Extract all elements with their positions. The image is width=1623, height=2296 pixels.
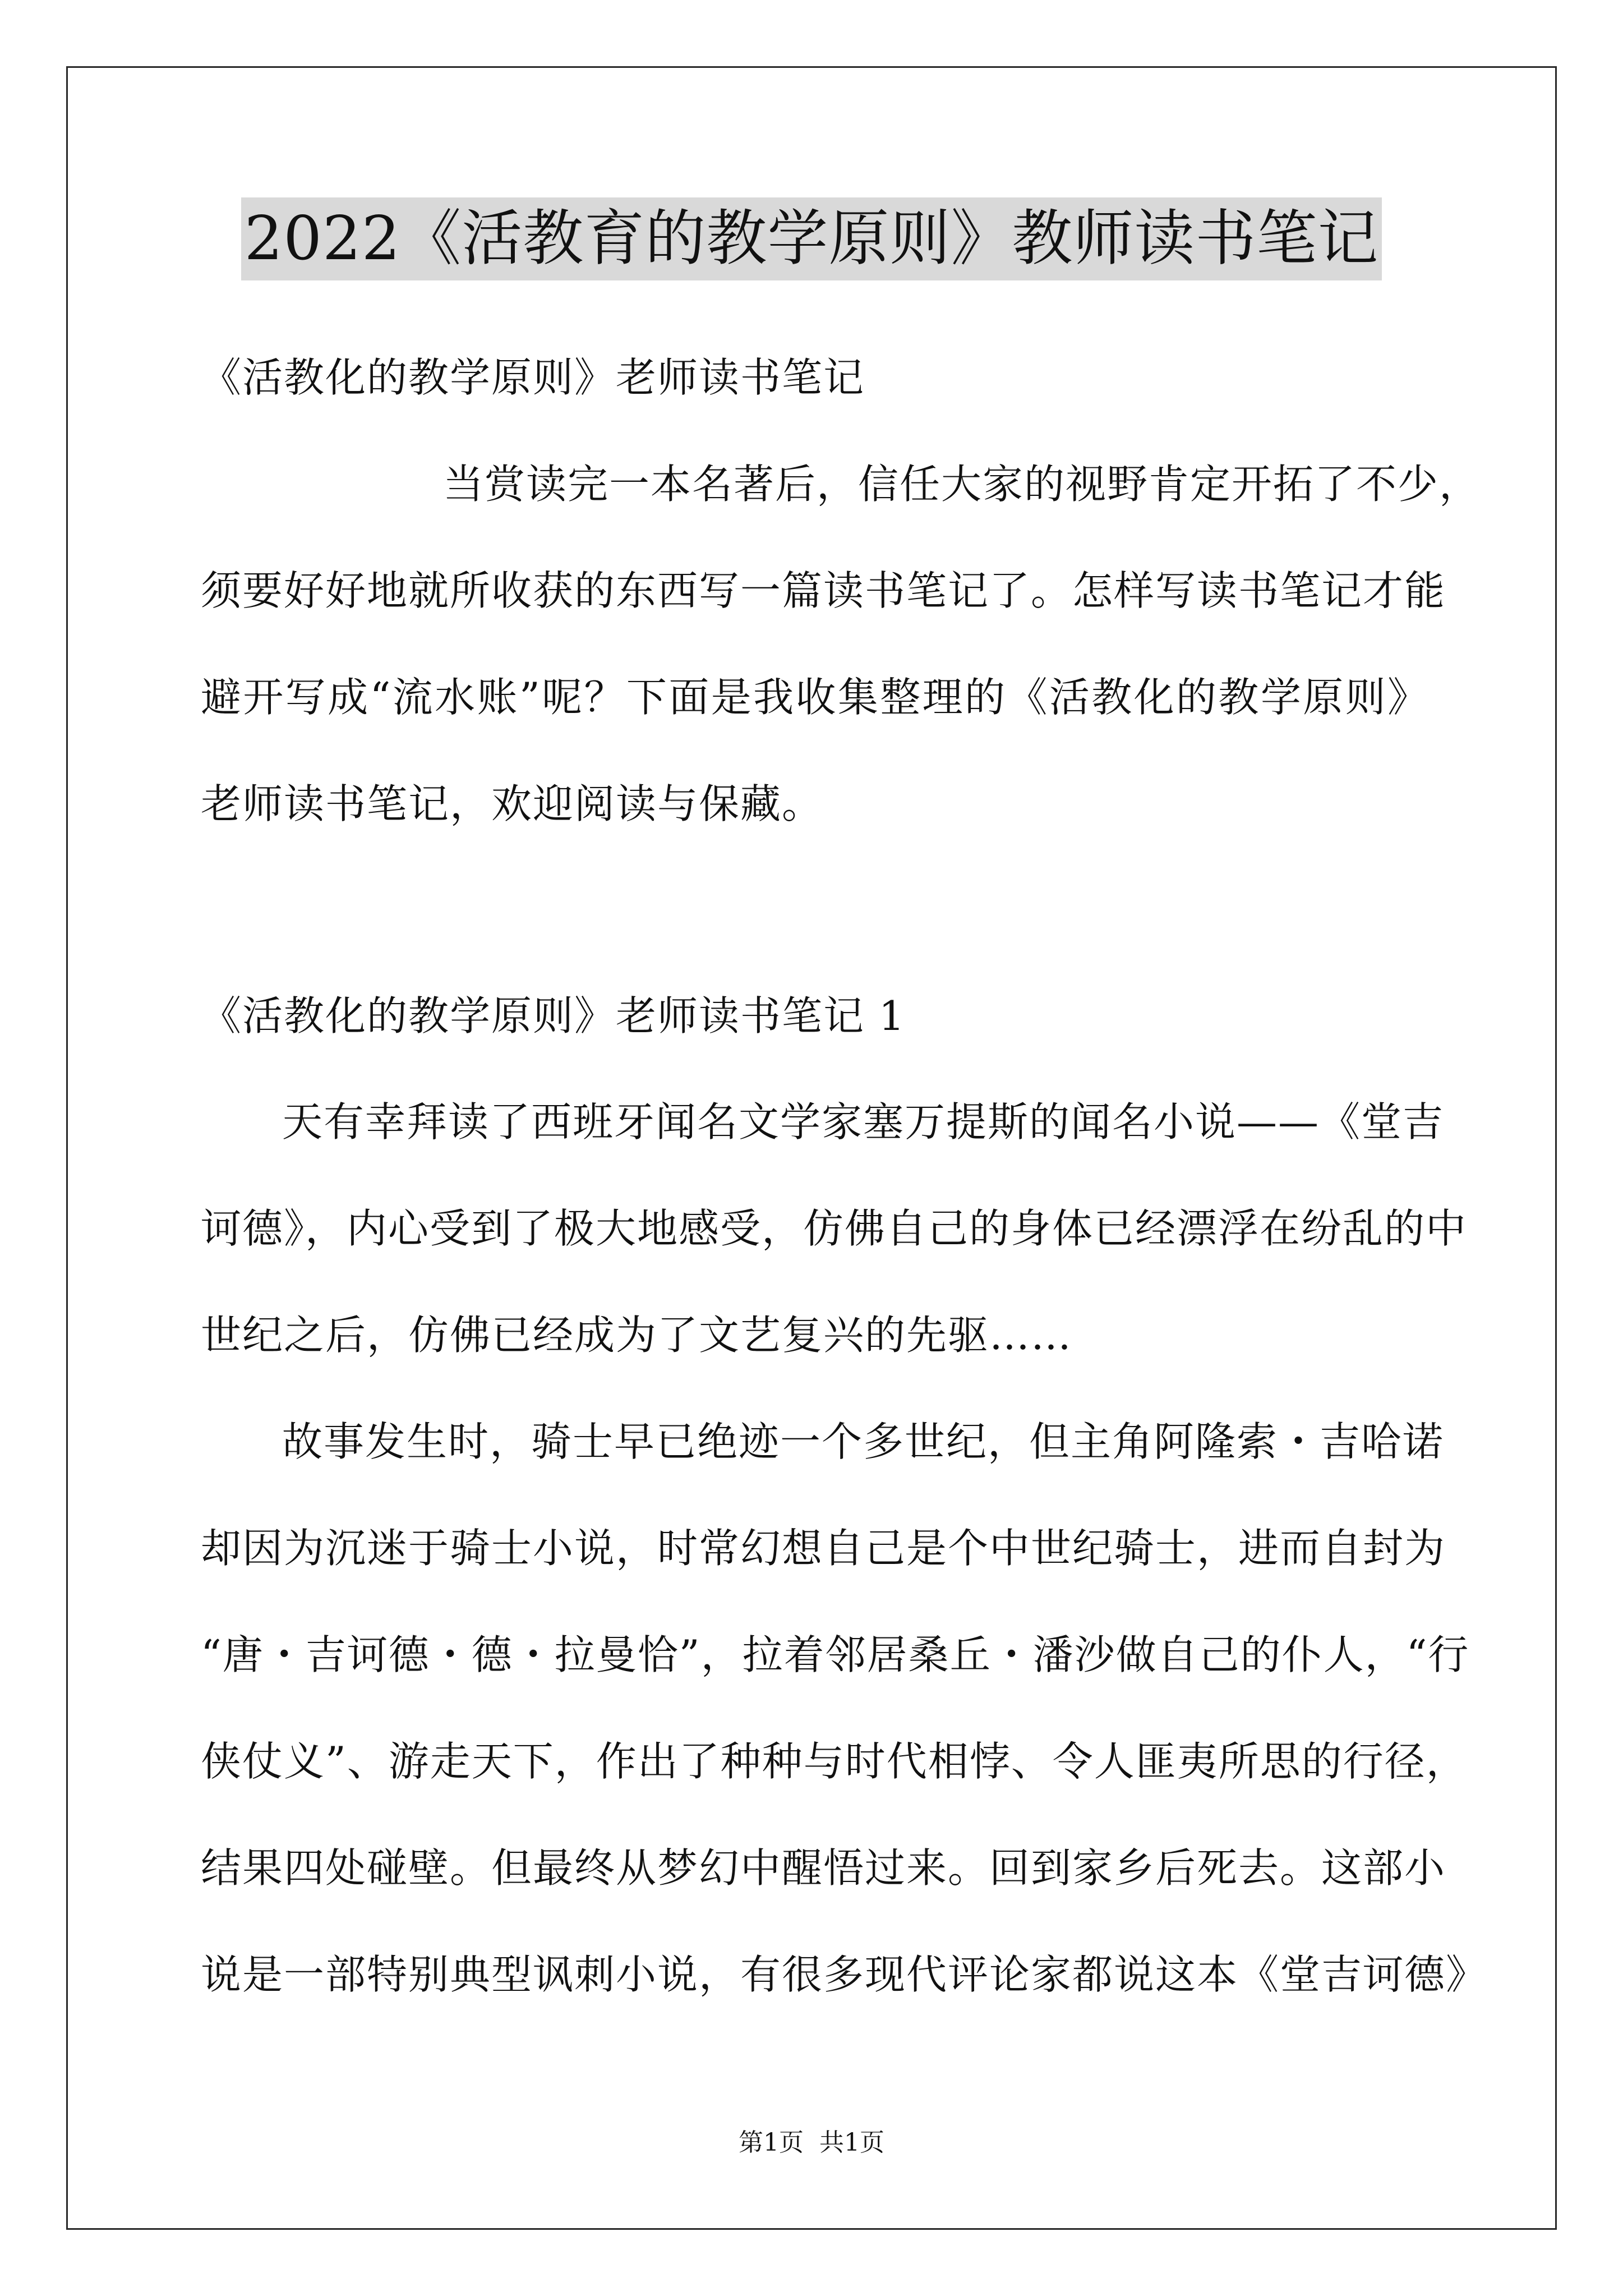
body-paragraph-line: 结果四处碰壁。但最终从梦幻中醒悟过来。回到家乡后死去。这部小 <box>201 1844 1446 1892</box>
intro-paragraph-line: 避开写成“流水账”呢？下面是我收集整理的《活教化的教学原则》 <box>201 674 1429 721</box>
intro-heading: 《活教化的教学原则》老师读书笔记 <box>201 354 865 401</box>
body-paragraph-line: 天有幸拜读了西班牙闻名文学家塞万提斯的闻名小说——《堂吉 <box>282 1098 1445 1145</box>
body-paragraph-line: 侠仗义”、游走天下，作出了种种与时代相悖、令人匪夷所思的行径， <box>201 1738 1468 1785</box>
page-footer <box>0 2126 1623 2160</box>
body-paragraph-line: 世纪之后，仿佛已经成为了文艺复兴的先驱…… <box>201 1312 1073 1359</box>
title-container <box>0 197 1623 280</box>
intro-paragraph-line: 须要好好地就所收获的东西写一篇读书笔记了。怎样写读书笔记才能 <box>201 567 1446 614</box>
document-title: 2022《活教育的教学原则》教师读书笔记 <box>241 197 1382 280</box>
body-paragraph-line: 诃德》，内心受到了极大地感受，仿佛自己的身体已经漂浮在纷乱的中 <box>201 1205 1468 1252</box>
body-paragraph-line: “唐・吉诃德・德・拉曼恰”，拉着邻居桑丘・潘沙做自己的仆人，“行 <box>201 1631 1470 1678</box>
intro-paragraph-line: 当赏读完一本名著后，信任大家的视野肯定开拓了不少， <box>443 461 1481 508</box>
section-heading: 《活教化的教学原则》老师读书笔记 1 <box>201 992 906 1039</box>
page-total: 共1页 <box>819 2128 884 2157</box>
intro-paragraph-line: 老师读书笔记，欢迎阅读与保藏。 <box>201 780 824 827</box>
body-paragraph-line: 说是一部特别典型讽刺小说，有很多现代评论家都说这本《堂吉诃德》 <box>201 1951 1488 1998</box>
body-paragraph-line: 却因为沉迷于骑士小说，时常幻想自己是个中世纪骑士，进而自封为 <box>201 1525 1446 1572</box>
body-paragraph-line: 故事发生时，骑士早已绝迹一个多世纪，但主角阿隆索・吉哈诺 <box>282 1418 1445 1465</box>
page-number: 第1页 <box>739 2128 804 2157</box>
